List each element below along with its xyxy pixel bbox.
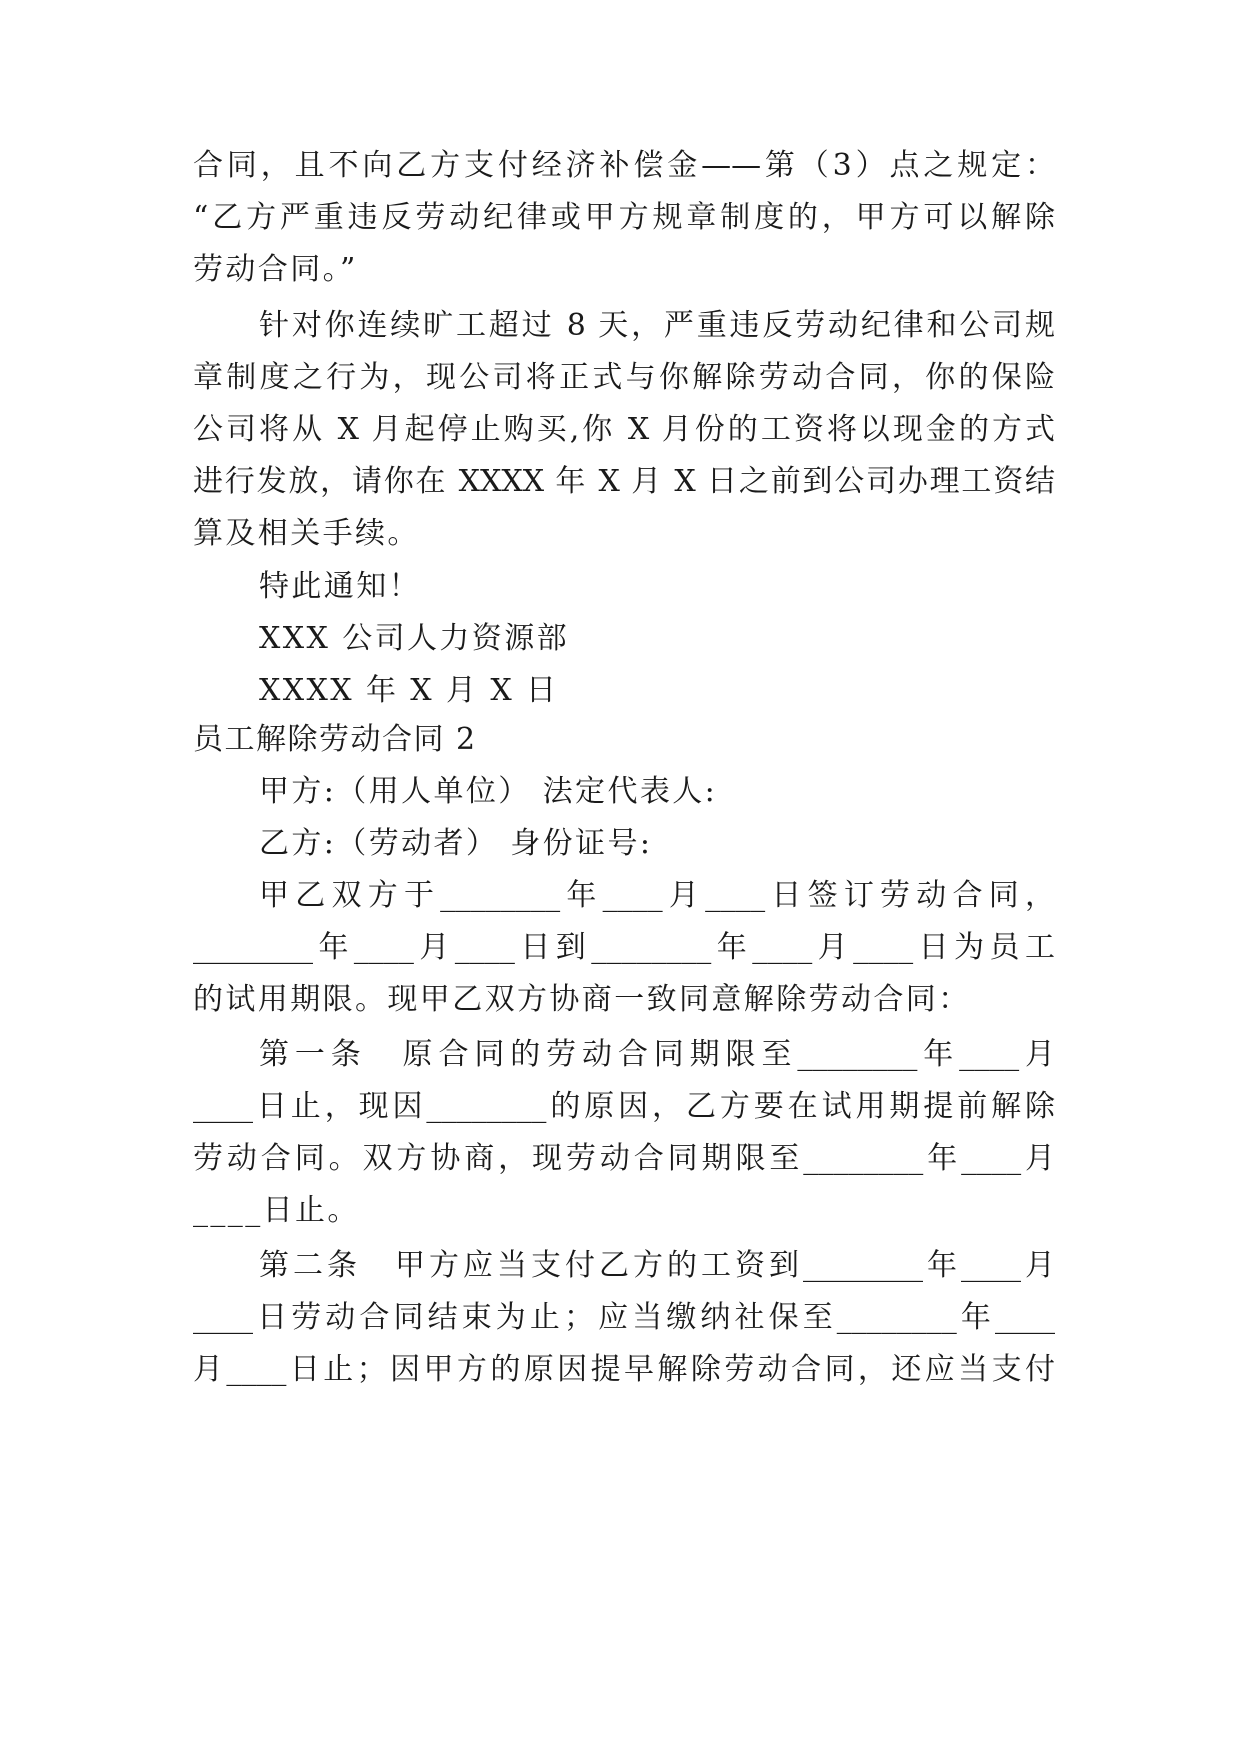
section-heading: 员工解除劳动合同 2	[193, 722, 477, 757]
text-line: ____日止。	[193, 1193, 360, 1228]
text-line: 针对你连续旷工超过 8 天，严重违反劳动纪律和公司规	[259, 308, 1055, 343]
text-line: 特此通知！	[259, 569, 421, 604]
text-line: 第一条 原合同的劳动合同期限至________年____月	[259, 1037, 1055, 1072]
text-line: 第二条 甲方应当支付乙方的工资到________年____月	[259, 1248, 1055, 1283]
text-line: XXXX 年 X 月 X 日	[259, 673, 559, 708]
text-line: 乙方:（劳动者） 身份证号:	[259, 826, 653, 861]
text-line: 劳动合同。双方协商，现劳动合同期限至________年____月	[193, 1141, 1055, 1176]
text-line: 甲方:（用人单位） 法定代表人:	[259, 774, 718, 809]
text-line: 章制度之行为，现公司将正式与你解除劳动合同，你的保险	[193, 360, 1055, 395]
text-line: 公司将从 X 月起停止购买,你 X 月份的工资将以现金的方式	[193, 412, 1055, 447]
text-line: ____日止，现因________的原因，乙方要在试用期提前解除	[193, 1089, 1055, 1124]
text-line: 劳动合同。”	[193, 252, 358, 287]
text-line: 的试用期限。现甲乙双方协商一致同意解除劳动合同：	[193, 982, 971, 1017]
text-line: ____日劳动合同结束为止；应当缴纳社保至________年____	[193, 1300, 1055, 1335]
text-line: 甲乙双方于________年____月____日签订劳动合同，	[259, 878, 1055, 913]
text-line: 进行发放，请你在 XXXX 年 X 月 X 日之前到公司办理工资结	[193, 464, 1055, 499]
text-line: ________年____月____日到________年____月____日为员工	[193, 930, 1055, 965]
text-line: 月____日止；因甲方的原因提早解除劳动合同，还应当支付	[193, 1352, 1055, 1387]
text-line: 合同，且不向乙方支付经济补偿金——第（3）点之规定：	[193, 148, 1055, 183]
text-line: XXX 公司人力资源部	[259, 621, 570, 656]
text-line: 算及相关手续。	[193, 516, 420, 551]
text-line: “乙方严重违反劳动纪律或甲方规章制度的，甲方可以解除	[193, 200, 1055, 235]
